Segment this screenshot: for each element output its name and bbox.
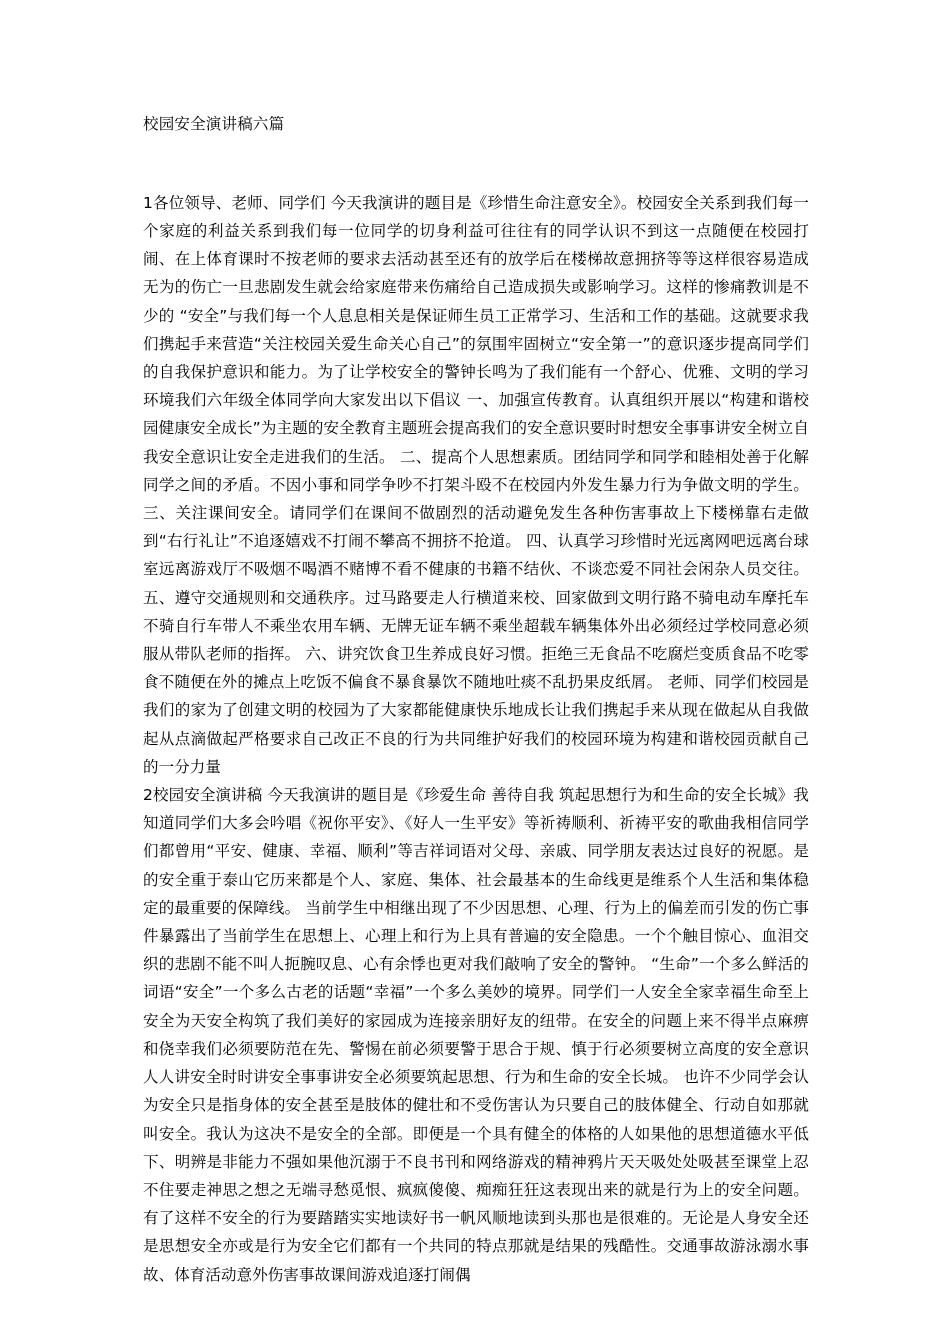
paragraph-2: 2校园安全演讲稿 今天我演讲的题目是《珍爱生命 善待自我 筑起思想行为和生命的安全长城》我知道同学们大多会吟唱《祝你平安》、《好人一生平安》等祈祷顺利、祈祷平安的歌曲我相信同学们都曾用“平安、健康、幸福、顺利”等吉祥词语对父母、亲戚、同学朋友表达过良好的祝愿。是的安全重于泰山它历来都是个人、家庭、集体、社会最基本的生命线更是维系个人生活和集体稳定的最重要的保障线。 当前学生中相继出现了不少因思想、心理、行为上的偏差而引发的伤亡事件暴露出了当前学生在思想上、心理上和行为上具有普遍的安全隐患。一个个触目惊心、血泪交织的悲剧不能不叫人扼腕叹息、心有余悸也更对我们敲响了安全的警钟。 “生命”一个多么鲜活的词语“安全”一个多么古老的话题“幸福”一个多么美妙的境界。同学们一人安全全家幸福生命至上安全为天安全构筑了我们美好的家园成为连接亲朋好友的纽带。在安全的问题上来不得半点麻痹和侥幸我们必须要防范在先、警惕在前必须要警于思合于规、慎于行必须要树立高度的安全意识人人讲安全时时讲安全事事讲安全必须要筑起思想、行为和生命的安全长城。 也许不少同学会认为安全只是指身体的安全甚至是肢体的健壮和不受伤害认为只要自己的肢体健全、行动自如那就叫安全。我认为这决不是安全的全部。即便是一个具有健全的体格的人如果他的思想道德水平低下、明辨是非能力不强如果他沉溺于不良书刊和网络游戏的精神鸦片天天吸处处吸甚至课堂上忍不住要走神思之想之无端寻愁觅恨、疯疯傻傻、痴痴狂狂这表现出来的就是行为上的安全问题。有了这样不安全的行为要踏踏实实地读好书一帆风顺地读到头那也是很难的。无论是人身安全还是思想安全亦或是行为安全它们都有一个共同的特点那就是结果的残酷性。交通事故游泳溺水事故、体育活动意外伤害事故课间游戏追逐打闹偶 <box>143 786 809 1284</box>
document-body <box>143 112 809 1289</box>
document-title: 校园安全演讲稿六篇 <box>143 115 285 133</box>
paragraph-1: 1各位领导、老师、同学们 今天我演讲的题目是《珍惜生命注意安全》。校园安全关系到我们每一个家庭的利益关系到我们每一位同学的切身利益可往往有的同学认识不到这一点随便在校园打闹、在上体育课时不按老师的要求去活动甚至还有的放学后在楼梯故意拥挤等等这样很容易造成无为的伤亡一旦悲剧发生就会给家庭带来伤痛给自己造成损失或影响学习。这样的惨痛教训是不少的 “安全”与我们每一个人息息相关是保证师生员工正常学习、生活和工作的基础。这就要求我们携起手来营造“关注校园关爱生命关心自己”的氛围牢固树立“安全第一”的意识逐步提高同学们的自我保护意识和能力。为了让学校安全的警钟长鸣为了我们能有一个舒心、优雅、文明的学习环境我们六年级全体同学向大家发出以下倡议 一、加强宣传教育。认真组织开展以“构建和谐校园健康安全成长”为主题的安全教育主题班会提高我们的安全意识要时时想安全事事讲安全树立自我安全意识让安全走进我们的生活。 二、提高个人思想素质。团结同学和同学和睦相处善于化解同学之间的矛盾。不因小事和同学争吵不打架斗殴不在校园内外发生暴力行为争做文明的学生。 三、关注课间安全。请同学们在课间不做剧烈的活动避免发生各种伤害事故上下楼梯靠右走做到“右行礼让”不追逐嬉戏不打闹不攀高不拥挤不抢道。 四、认真学习珍惜时光远离网吧远离台球室远离游戏厅不吸烟不喝酒不赌博不看不健康的书籍不结伙、不谈恋爱不同社会闲杂人员交往。 五、遵守交通规则和交通秩序。过马路要走人行横道来校、回家做到文明行路不骑电动车摩托车不骑自行车带人不乘坐农用车辆、无牌无证车辆不乘坐超载车辆集体外出必须经过学校同意必须服从带队老师的指挥。 六、讲究饮食卫生养成良好习惯。拒绝三无食品不吃腐烂变质食品不吃零食不随便在外的摊点上吃饭不偏食不暴食暴饮不随地吐痰不乱扔果皮纸屑。 老师、同学们校园是我们的家为了创建文明的校园为了大家都能健康快乐地成长让我们携起手来从现在做起从自我做起从点滴做起严格要求自己改正不良的行为共同维护好我们的校园环境为构建和谐校园贡献自己的一分力量 <box>143 193 809 776</box>
title-spacer <box>143 137 809 189</box>
